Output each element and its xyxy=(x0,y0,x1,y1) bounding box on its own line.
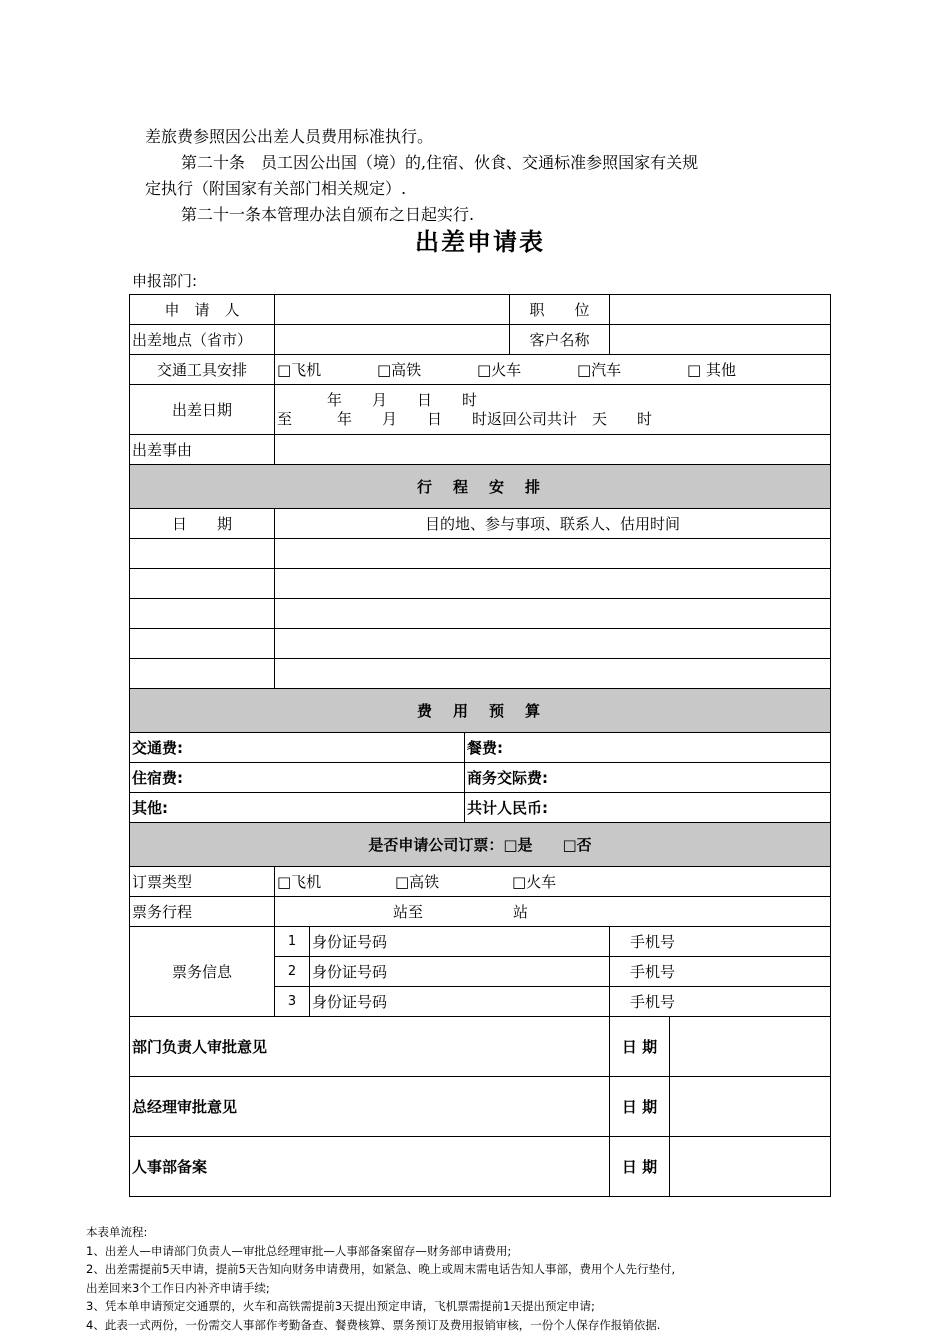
ticket-type-label: 订票类型 xyxy=(130,867,275,897)
itinerary-detail-cell[interactable] xyxy=(275,539,831,569)
option-plane[interactable]: □飞机 xyxy=(277,361,322,379)
date-start-line: 年 月 日 时 xyxy=(327,390,478,409)
option-highspeed[interactable]: □高铁 xyxy=(377,361,422,379)
gm-approval-date-field[interactable] xyxy=(670,1077,831,1137)
dept-approval-date-label: 日 期 xyxy=(610,1017,670,1077)
other-cost-field[interactable]: 其他: xyxy=(130,793,465,823)
itinerary-detail-cell[interactable] xyxy=(275,659,831,689)
itinerary-detail-header: 目的地、参与事项、联系人、估用时间 xyxy=(275,509,831,539)
total-cost-field[interactable]: 共计人民币: xyxy=(465,793,831,823)
note-1: 1、出差人—申请部门负责人—审批总经理审批—人事部备案留存—财务部申请费用; xyxy=(86,1243,512,1258)
location-field[interactable] xyxy=(275,325,510,355)
ticket-type-options[interactable] xyxy=(275,867,831,897)
hr-filing-date-label: 日 期 xyxy=(610,1137,670,1197)
id-number-field[interactable]: 身份证号码 xyxy=(310,957,610,987)
ticket-request-band[interactable]: 是否申请公司订票：□是 □否 xyxy=(130,823,831,867)
budget-band: 费 用 预 算 xyxy=(130,689,831,733)
client-field[interactable] xyxy=(610,325,831,355)
intro-text xyxy=(145,124,825,228)
position-label: 职 位 xyxy=(510,295,610,325)
gm-approval-label: 总经理审批意见 xyxy=(130,1077,610,1137)
ticket-row-number: 1 xyxy=(275,927,310,957)
applicant-field[interactable] xyxy=(275,295,510,325)
transport-options[interactable] xyxy=(275,355,831,385)
entertain-cost-field[interactable]: 商务交际费: xyxy=(465,763,831,793)
option-train[interactable]: □火车 xyxy=(477,361,522,379)
client-label: 客户名称 xyxy=(510,325,610,355)
transport-label: 交通工具安排 xyxy=(130,355,275,385)
page-title: 出差申请表 xyxy=(415,228,545,256)
phone-field[interactable]: 手机号 xyxy=(610,987,831,1017)
itinerary-detail-cell[interactable] xyxy=(275,599,831,629)
itinerary-band: 行 程 安 排 xyxy=(130,465,831,509)
ticket-route-field[interactable]: 站至 站 xyxy=(275,897,831,927)
itinerary-date-cell[interactable] xyxy=(130,539,275,569)
intro-line-1: 差旅费参照因公出差人员费用标准执行。 xyxy=(145,127,434,146)
lodging-cost-field[interactable]: 住宿费: xyxy=(130,763,465,793)
dept-approval-date-field[interactable] xyxy=(670,1017,831,1077)
hr-filing-label: 人事部备案 xyxy=(130,1137,610,1197)
hr-filing-date-field[interactable] xyxy=(670,1137,831,1197)
note-4: 4、此表一式两份，一份需交人事部作考勤备查、餐费核算、票务预订及费用报销审核，一份个人保存作报销依据. xyxy=(86,1317,661,1332)
note-3: 3、凭本单申请预定交通票的，火车和高铁需提前3天提出预定申请，飞机票需提前1天提出预定申请; xyxy=(86,1299,595,1313)
note-2-cont: 出差回来3个工作日内补齐申请手续; xyxy=(86,1280,270,1295)
applicant-label: 申 请 人 xyxy=(130,295,275,325)
itinerary-date-header: 日 期 xyxy=(130,509,275,539)
date-end-line: 至 年 月 日 时返回公司共计 天 时 xyxy=(277,409,653,428)
phone-field[interactable]: 手机号 xyxy=(610,957,831,987)
intro-line-3: 定执行（附国家有关部门相关规定）. xyxy=(145,179,407,198)
intro-line-4: 第二十一条本管理办法自颁布之日起实行. xyxy=(181,205,475,224)
id-number-field[interactable]: 身份证号码 xyxy=(310,927,610,957)
reason-label: 出差事由 xyxy=(130,435,275,465)
notes-heading: 本表单流程: xyxy=(86,1225,148,1239)
dept-approval-label: 部门负责人审批意见 xyxy=(130,1017,610,1077)
reason-field[interactable] xyxy=(275,435,831,465)
ticket-option-plane[interactable]: □飞机 xyxy=(277,873,322,891)
position-field[interactable] xyxy=(610,295,831,325)
itinerary-date-cell[interactable] xyxy=(130,599,275,629)
phone-field[interactable]: 手机号 xyxy=(610,927,831,957)
ticket-info-label: 票务信息 xyxy=(130,927,275,1017)
itinerary-date-cell[interactable] xyxy=(130,569,275,599)
option-other[interactable]: □ 其他 xyxy=(687,361,736,379)
gm-approval-date-label: 日 期 xyxy=(610,1077,670,1137)
id-number-field[interactable]: 身份证号码 xyxy=(310,987,610,1017)
ticket-route-label: 票务行程 xyxy=(130,897,275,927)
itinerary-date-cell[interactable] xyxy=(130,629,275,659)
note-2: 2、出差需提前5天申请，提前5天告知向财务申请费用，如紧急、晚上或周末需电话告知人事部，费用个人先行垫付, xyxy=(86,1262,676,1276)
intro-line-2: 第二十条 员工因公出国（境）的,住宿、伙食、交通标准参照国家有关规 xyxy=(181,153,699,172)
option-car[interactable]: □汽车 xyxy=(577,361,622,379)
ticket-row-number: 2 xyxy=(275,957,310,987)
dates-label: 出差日期 xyxy=(130,385,275,435)
transport-cost-field[interactable]: 交通费: xyxy=(130,733,465,763)
itinerary-date-cell[interactable] xyxy=(130,659,275,689)
dates-field[interactable] xyxy=(275,385,831,435)
itinerary-detail-cell[interactable] xyxy=(275,569,831,599)
ticket-option-highspeed[interactable]: □高铁 xyxy=(395,873,440,891)
location-label: 出差地点（省市） xyxy=(130,325,275,355)
itinerary-detail-cell[interactable] xyxy=(275,629,831,659)
dept-label: 申报部门: xyxy=(132,272,198,290)
form-notes xyxy=(86,1223,866,1334)
travel-request-form xyxy=(129,294,831,1197)
meal-cost-field[interactable]: 餐费: xyxy=(465,733,831,763)
ticket-row-number: 3 xyxy=(275,987,310,1017)
ticket-option-train[interactable]: □火车 xyxy=(512,873,557,891)
